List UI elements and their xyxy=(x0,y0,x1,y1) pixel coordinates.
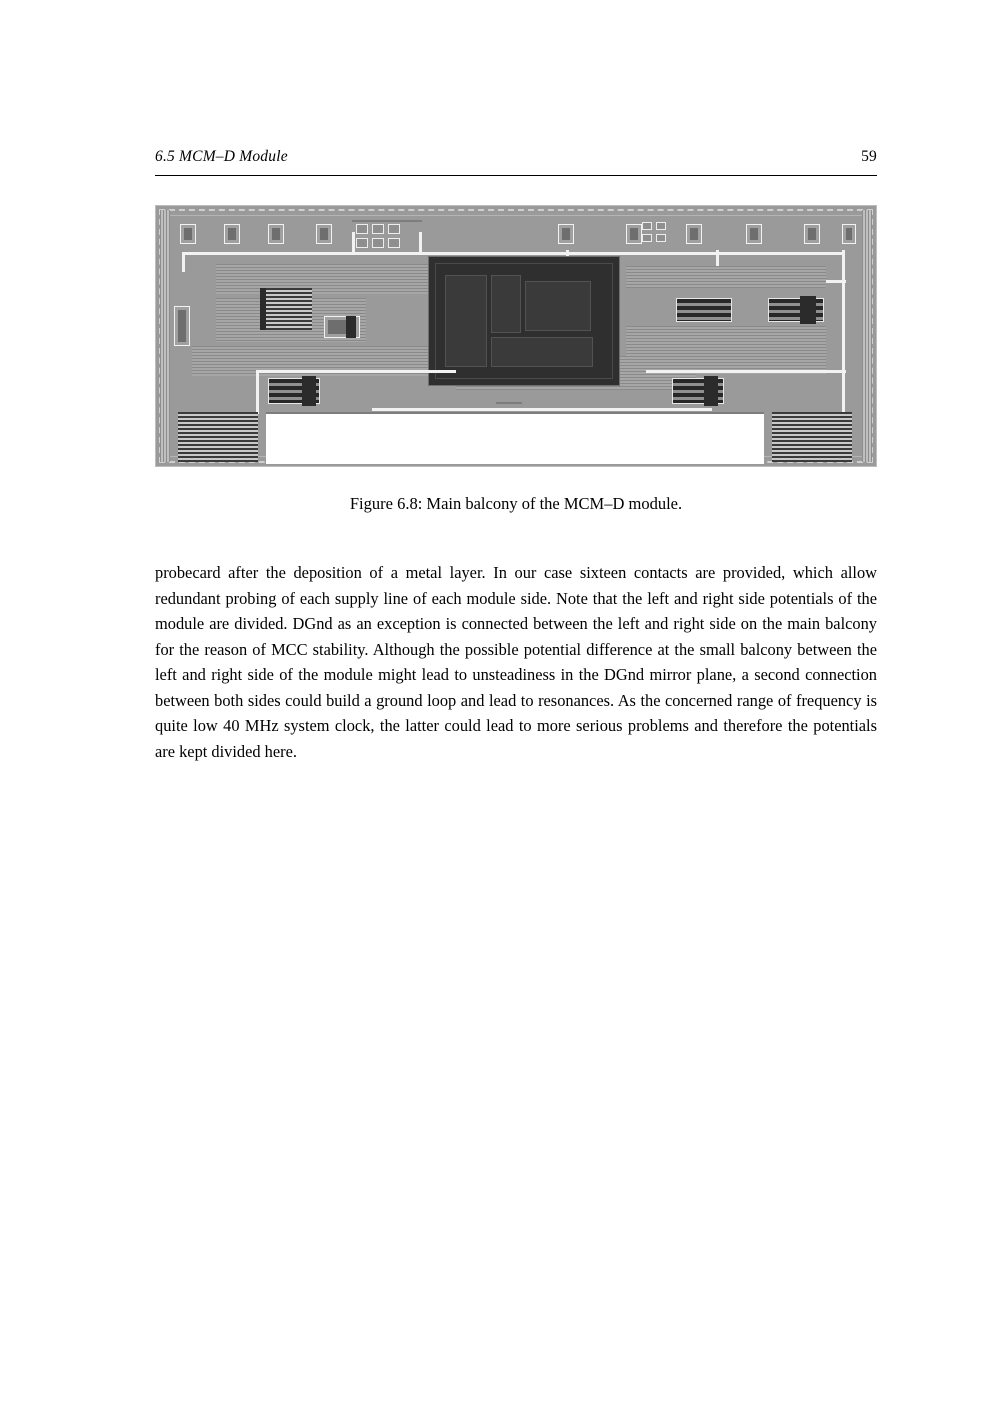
routing-bus xyxy=(626,266,826,288)
power-trace xyxy=(256,370,456,373)
body-text xyxy=(155,560,877,764)
right-edge-stripe xyxy=(862,210,872,462)
via-pad xyxy=(372,224,384,234)
capacitor-terminal xyxy=(302,376,316,406)
capacitor-terminal xyxy=(800,296,816,324)
bond-pad xyxy=(316,224,332,244)
probe-pad-array xyxy=(178,412,258,462)
probe-pad-array xyxy=(772,412,852,462)
mcm-die xyxy=(428,256,620,386)
finger-capacitor xyxy=(260,288,312,330)
bond-pad xyxy=(746,224,762,244)
via-pad xyxy=(656,234,666,242)
balcony-opening xyxy=(266,412,764,464)
figure-6-8 xyxy=(155,205,877,514)
bond-pad xyxy=(224,224,240,244)
bond-pad xyxy=(180,224,196,244)
via-pad xyxy=(388,238,400,248)
power-trace xyxy=(419,232,422,254)
power-trace xyxy=(646,370,846,373)
header-section-title: 6.5 MCM–D Module xyxy=(155,148,288,165)
alignment-mark xyxy=(496,402,522,404)
via-pad xyxy=(656,222,666,230)
die-block xyxy=(525,281,591,331)
header-rule xyxy=(155,175,877,176)
bond-pad xyxy=(268,224,284,244)
bond-pad xyxy=(558,224,574,244)
page-number: 59 xyxy=(861,148,877,165)
die-block xyxy=(491,337,593,367)
via-pad xyxy=(356,238,368,248)
routing-trace xyxy=(352,220,422,222)
via-pad xyxy=(356,224,368,234)
via-pad xyxy=(642,222,652,230)
power-trace xyxy=(372,408,712,411)
power-trace xyxy=(182,252,185,272)
component-terminal xyxy=(346,316,356,338)
bond-pad xyxy=(842,224,856,244)
die-block xyxy=(445,275,487,367)
running-head xyxy=(155,148,877,166)
die-block xyxy=(491,275,521,333)
edge-pad xyxy=(174,306,190,346)
bond-pad xyxy=(686,224,702,244)
via-pad xyxy=(388,224,400,234)
power-trace xyxy=(352,232,355,254)
left-edge-stripe xyxy=(160,210,170,462)
power-trace xyxy=(256,370,259,414)
bond-pad xyxy=(804,224,820,244)
power-trace xyxy=(182,252,842,255)
power-trace xyxy=(842,250,845,370)
capacitor-terminal xyxy=(260,288,266,330)
decoupling-capacitor xyxy=(676,298,732,322)
power-trace xyxy=(842,370,845,414)
routing-bus xyxy=(216,264,430,294)
via-pad xyxy=(372,238,384,248)
via-pad xyxy=(642,234,652,242)
figure-caption: Figure 6.8: Main balcony of the MCM–D module. xyxy=(349,494,683,513)
mcm-d-main-balcony-layout-image xyxy=(155,205,877,467)
body-paragraph: probecard after the deposition of a metal layer. In our case sixteen contacts are provided, which allow redundant probing of each supply line of each module side. Note that the left and right side potentials of the module are divided. DGnd as an exception is connected between the left and right side on the main balcony for the reason of MCC stability. Although the possible potential difference at the small balcony between the left and right side of the module might lead to unsteadiness in the DGnd mirror plane, a second connection between both sides could build a ground loop and lead to resonances. As the concerned range of frequency is quite low 40 MHz system clock, the latter could lead to more serious problems and therefore the potentials are kept divided here. xyxy=(155,563,877,761)
capacitor-terminal xyxy=(704,376,718,406)
bond-pad xyxy=(626,224,642,244)
opening-edge xyxy=(266,412,764,414)
